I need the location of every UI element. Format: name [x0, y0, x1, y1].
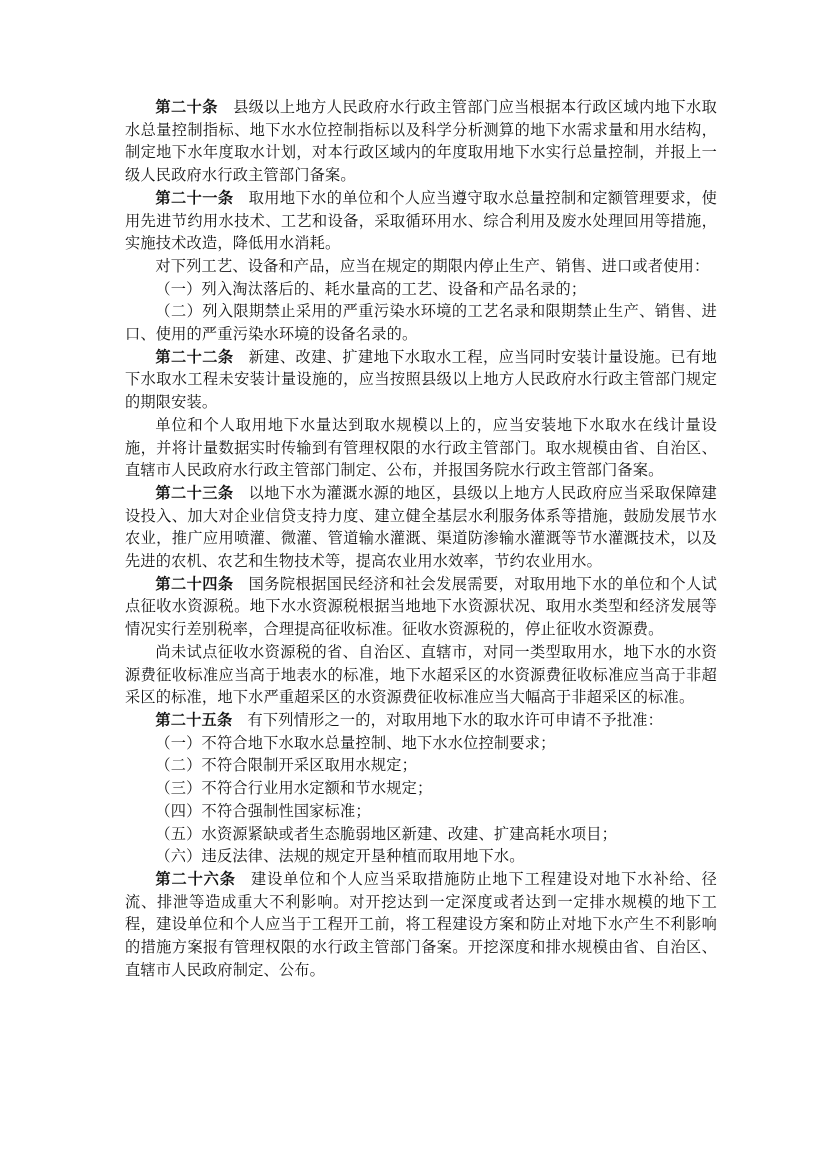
article-25-item-4 — [125, 800, 717, 823]
article-label: 第二十四条 — [155, 574, 234, 593]
article-label: 第二十五条 — [155, 710, 233, 729]
article-25-item-1 — [125, 732, 717, 755]
article-21-item-1 — [125, 278, 717, 301]
article-label: 第二十六条 — [155, 869, 236, 888]
article-label: 第二十二条 — [155, 347, 234, 366]
article-26 — [125, 868, 717, 982]
article-22 — [125, 346, 717, 414]
article-25-item-2 — [125, 754, 717, 777]
paragraph-text: 尚未试点征收水资源税的省、自治区、直辖市，对同一类型取用水，地下水的水资源费征收标准应当高于地表水的标准，地下水超采区的水资源费征收标准应当高于非超采区的标准，地下水严重超采区的水资源费征收标准应当大幅高于非超采区的标准。 — [125, 642, 717, 707]
article-25-item-3 — [125, 777, 717, 800]
article-text: 以地下水为灌溉水源的地区，县级以上地方人民政府应当采取保障建设投入、加大对企业信贷支持力度、建立健全基层水利服务体系等措施，鼓励发展节水农业，推广应用喷灌、微灌、管道输水灌溉、渠道防渗输水灌溉等节水灌溉技术，以及先进的农机、农艺和生物技术等，提高农业用水效率，节约农业用水。 — [125, 483, 718, 571]
paragraph-text: （二）不符合限制开采区取用水规定； — [155, 756, 417, 775]
article-text: 建设单位和个人应当采取措施防止地下工程建设对地下水补给、径流、排泄等造成重大不利影响。对开挖达到一定深度或者达到一定排水规模的地下工程，建设单位和个人应当于工程开工前，将工程建设方案和防止对地下水产生不利影响的措施方案报有管理权限的水行政主管部门备案。开挖深度和排水规模由省、自治区、直辖市人民政府制定、公布。 — [125, 869, 717, 979]
article-text: 新建、改建、扩建地下水取水工程，应当同时安装计量设施。已有地下水取水工程未安装计量设施的，应当按照县级以上地方人民政府水行政主管部门规定的期限安装。 — [125, 347, 718, 412]
paragraph-text: （一）不符合地下水取水总量控制、地下水水位控制要求； — [155, 733, 556, 752]
paragraph-text: （三）不符合行业用水定额和节水规定； — [155, 779, 433, 798]
paragraph-text: （五）水资源紧缺或者生态脆弱地区新建、改建、扩建高耗水项目； — [155, 824, 618, 843]
article-23 — [125, 482, 717, 573]
article-25-item-6 — [125, 845, 717, 868]
article-20 — [125, 96, 717, 187]
article-text: 国务院根据国民经济和社会发展需要，对取用地下水的单位和个人试点征收水资源税。地下水水资源税根据当地地下水资源状况、取用水类型和经济发展等情况实行差别税率，合理提高征收标准。征收水资源税的，停止征收水资源费。 — [125, 574, 718, 639]
article-22-para-2 — [125, 414, 717, 482]
paragraph-text: 单位和个人取用地下水量达到取水规模以上的，应当安装地下水取水在线计量设施，并将计量数据实时传输到有管理权限的水行政主管部门。取水规模由省、自治区、直辖市人民政府水行政主管部门制定、公布，并报国务院水行政主管部门备案。 — [125, 415, 717, 480]
article-21 — [125, 187, 717, 255]
paragraph-text: 对下列工艺、设备和产品，应当在规定的期限内停止生产、销售、进口或者使用： — [155, 256, 710, 275]
article-25-item-5 — [125, 823, 717, 846]
article-text: 有下列情形之一的，对取用地下水的取水许可申请不予批准： — [247, 710, 663, 729]
article-21-para-2 — [125, 255, 717, 278]
paragraph-text: （一）列入淘汰落后的、耗水量高的工艺、设备和产品名录的； — [155, 279, 587, 298]
article-label: 第二十条 — [155, 98, 218, 116]
article-25 — [125, 709, 717, 732]
paragraph-text: （二）列入限期禁止采用的严重污染水环境的工艺名录和限期禁止生产、销售、进口、使用的严重污染水环境的设备名录的。 — [125, 302, 717, 344]
article-label: 第二十一条 — [155, 188, 234, 207]
paragraph-text: （六）违反法律、法规的规定开垦种植而取用地下水。 — [155, 847, 525, 866]
article-24 — [125, 573, 717, 641]
article-text: 取用地下水的单位和个人应当遵守取水总量控制和定额管理要求，使用先进节约用水技术、工艺和设备，采取循环用水、综合利用及废水处理回用等措施，实施技术改造，降低用水消耗。 — [125, 188, 718, 253]
paragraph-text: （四）不符合强制性国家标准； — [155, 801, 371, 820]
article-text: 县级以上地方人民政府水行政主管部门应当根据本行政区域内地下水取水总量控制指标、地下水水位控制指标以及科学分析测算的地下水需求量和用水结构，制定地下水年度取水计划，对本行政区域内的年度取用地下水实行总量控制，并报上一级人民政府水行政主管部门备案。 — [125, 98, 717, 185]
article-label: 第二十三条 — [155, 483, 234, 502]
article-24-para-2 — [125, 641, 717, 709]
article-21-item-2 — [125, 300, 717, 345]
